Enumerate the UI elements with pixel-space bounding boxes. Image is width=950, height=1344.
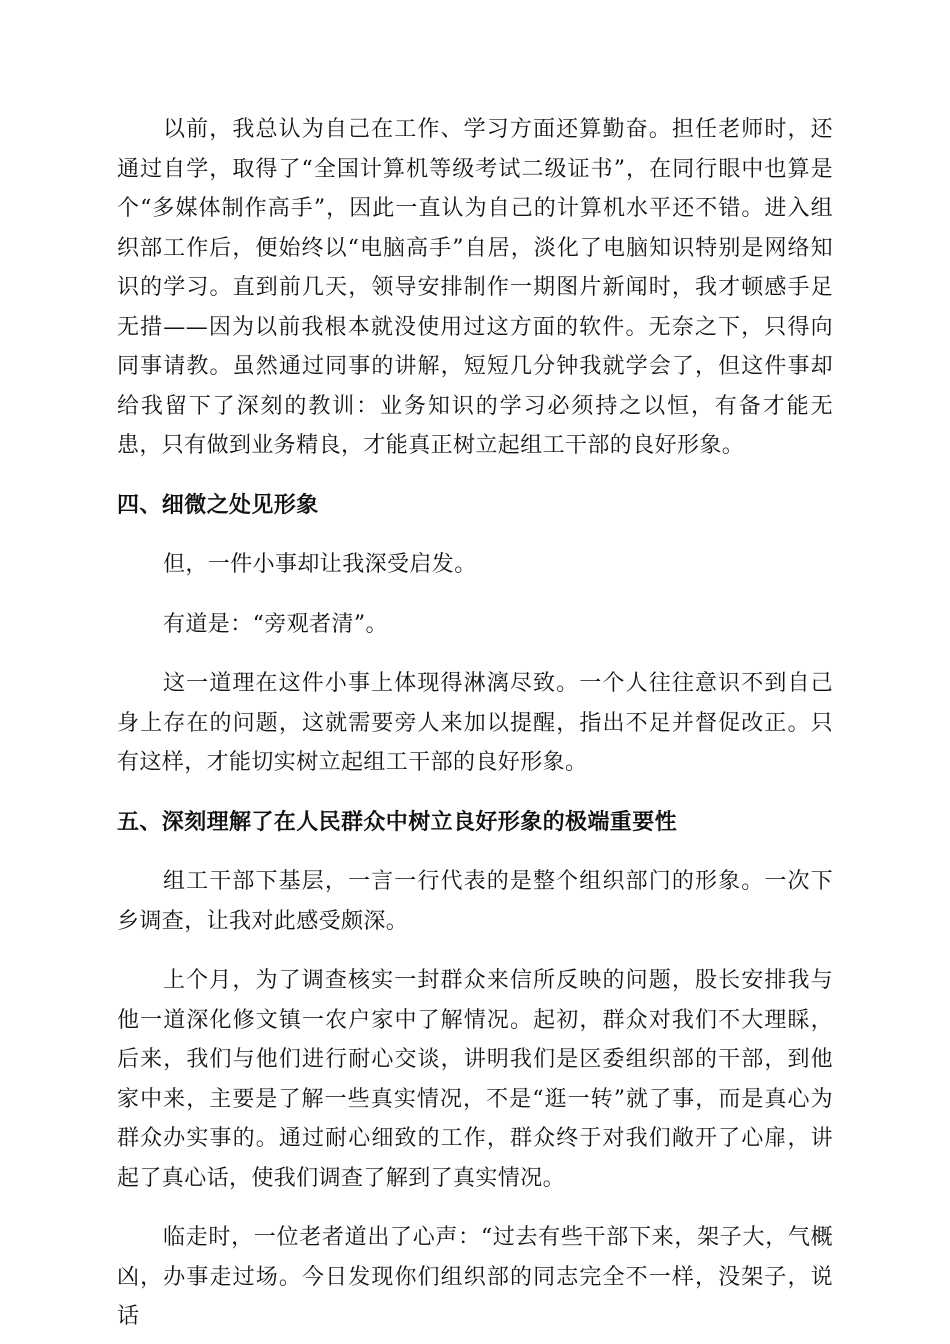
paragraph-investigation: 上个月，为了调查核实一封群众来信所反映的问题，股长安排我与他一道深化修文镇一农户家中了解情况。起初，群众对我们不大理睬，后来，我们与他们进行耐心交谈，讲明我们是区委组织部的干部，到他家中来，主要是了解一些真实情况，不是“逛一转”就了事，而是真心为群众办实事的。通过耐心细致的工作，群众终于对我们敞开了心扉，讲起了真心话，使我们调查了解到了真实情况。 (117, 968, 833, 1191)
paragraph-small-matter: 但，一件小事却让我深受启发。 (163, 552, 477, 577)
section-heading-five: 五、深刻理解了在人民群众中树立良好形象的极端重要性 (117, 809, 678, 835)
paragraph-reminder: 这一道理在这件小事上体现得淋漓尽致。一个人往往意识不到自己身上存在的问题，这就需要旁人来加以提醒，指出不足并督促改正。只有这样，才能切实树立起组工干部的良好形象。 (117, 671, 833, 775)
document-body (117, 110, 833, 1344)
paragraph-self-study: 以前，我总认为自己在工作、学习方面还算勤奋。担任老师时，还通过自学，取得了“全国计算机等级考试二级证书”，在同行眼中也算是个“多媒体制作高手”，因此一直认为自己的计算机水平还不错。进入组织部工作后，便始终以“电脑高手”自居，淡化了电脑知识特别是网络知识的学习。直到前几天，领导安排制作一期图片新闻时，我才顿感手足无措——因为以前我根本就没使用过这方面的软件。无奈之下，只得向同事请教。虽然通过同事的讲解，短短几分钟我就学会了，但这件事却给我留下了深刻的教训：业务知识的学习必须持之以恒，有备才能无患，只有做到业务精良，才能真正树立起组工干部的良好形象。 (117, 117, 833, 458)
paragraph-grassroots: 组工干部下基层，一言一行代表的是整个组织部门的形象。一次下乡调查，让我对此感受颇深。 (117, 869, 833, 934)
section-heading-four: 四、细微之处见形象 (117, 492, 319, 518)
paragraph-bystander-saying: 有道是：“旁观者清”。 (163, 611, 388, 637)
paragraph-elder-remarks: 临走时，一位老者道出了心声：“过去有些干部下来，架子大，气概凶，办事走过场。今日发现你们组织部的同志完全不一样，没架子，说话 (117, 1225, 833, 1329)
